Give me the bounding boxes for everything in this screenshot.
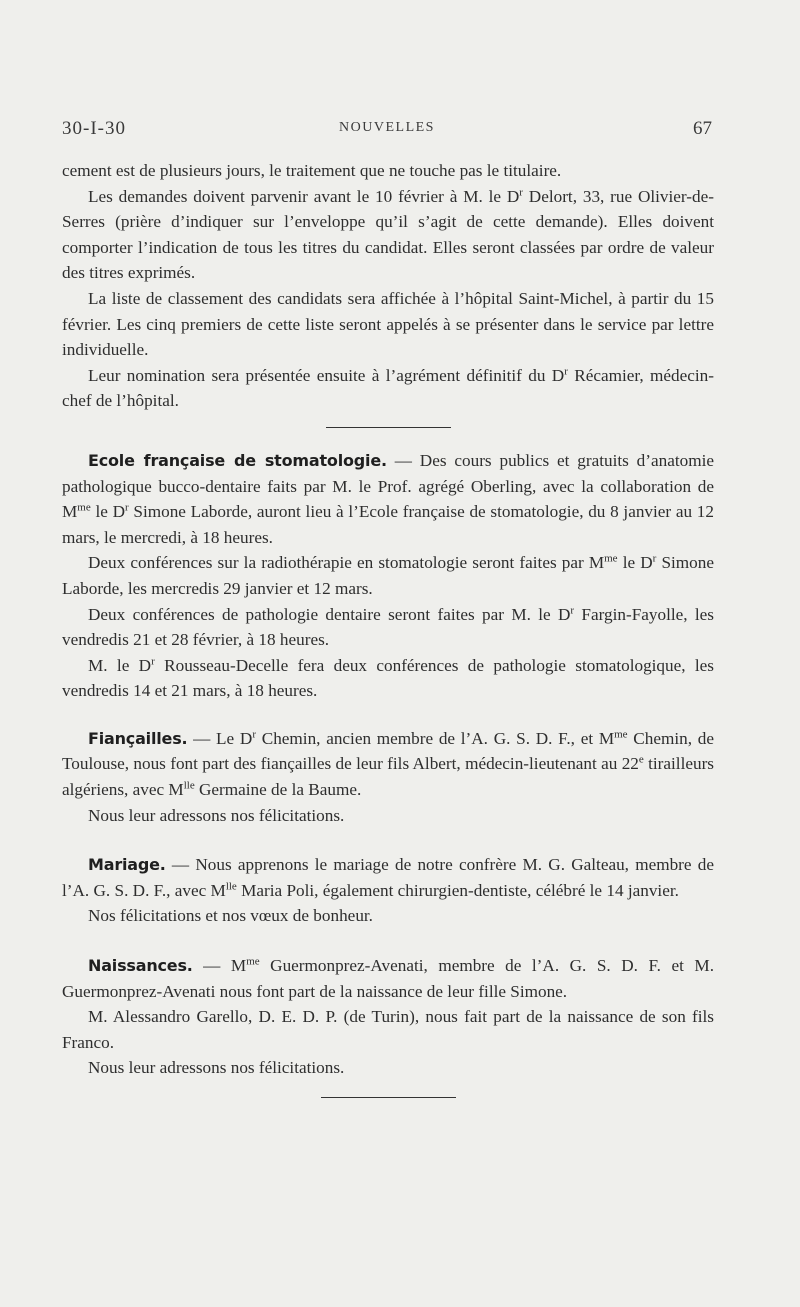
running-title: NOUVELLES [339,120,435,135]
ecole-paragraph-1: Ecole française de stomatologie. — Des cours publics et gratuits d’anatomie pathologique bucco-dentaire faits par M. le Prof. agrégé Oberling, avec la collaboration de $M^{me}$ le $D^r$ Simone Laborde, auront lieu à l’Ecole française de stomatologie, du 8 janvier au 12 mars, le mercredi, à 18 heures. [62,450,714,547]
section-divider [326,427,451,428]
mariage-paragraph-2: Nos félicitations et nos vœux de bonheur. [88,906,373,926]
ecole-paragraph-3: Deux conférences de pathologie dentaire seront faites par M. le $D^r$ Fargin-Fayolle, les vendredis 21 et 28 février, à 18 heures. [62,603,714,650]
paragraph-nomination: Leur nomination sera présentée ensuite à l’agrément définitif du $D^r$ Récamier, médecin-chef de l’hôpital. [62,365,714,411]
article-body [62,158,714,1118]
end-divider [321,1097,456,1098]
ecole-heading: Ecole française de stomatologie. [88,450,387,470]
paragraph-demandes: Les demandes doivent parvenir avant le 10 février à M. le $D^r$ Delort, 33, rue Olivier-de-Serres (prière d’indiquer sur l’enveloppe qu’il s’agit de cette demande). Elles doivent comporter l’indication de tous les titres du candidat. Elles seront classées par ordre de valeur des titres exprimés. [62,185,714,283]
mariage-heading: Mariage. [88,855,166,875]
naissances-paragraph-2: M. Alessandro Garello, D. E. D. P. (de Turin), nous fait part de la naissance de son fils Franco. [62,1007,714,1052]
fiancailles-paragraph-1: Fiançailles. — Le $D^r$ Chemin, ancien membre de l’A. G. S. D. F., et $M^{me}$ Chemin, de Toulouse, nous font part des fiançailles de leur fils Albert, médecin-lieutenant au 22e tirailleurs algériens, avec $M^{lle}$ Germaine de la Baume. [62,728,714,800]
ecole-paragraph-4: M. le $D^r$ Rousseau-Decelle fera deux conférences de pathologie stomatologique, les vendredis 14 et 21 mars, à 18 heures. [62,654,714,701]
paragraph-continuation: cement est de plusieurs jours, le traitement que ne touche pas le titulaire. [62,161,562,180]
naissances-paragraph-3: Nous leur adressons nos félicitations. [88,1058,345,1078]
page-number: 67 [693,118,712,139]
naissances-heading: Naissances. [88,956,193,976]
paragraph-classement: La liste de classement des candidats sera affichée à l’hôpital Saint-Michel, à partir du 15 février. Les cinq premiers de cette liste seront appelés à se présenter dans le service par lettre individuelle. [62,288,714,360]
issue-date: 30-I-30 [62,118,126,139]
ecole-paragraph-2: Deux conférences sur la radiothérapie en stomatologie seront faites par $M^{me}$ le $D^r$ Simone Laborde, les mercredis 29 janvier et 12 mars. [62,552,714,598]
fiancailles-heading: Fiançailles. [88,728,188,748]
naissances-paragraph-1: Naissances. — $M^{me}$ Guermonprez-Avenati, membre de l’A. G. S. D. F. et M. Guermonprez-Avenati nous font part de la naissance de leur fille Simone. [62,955,714,1001]
fiancailles-paragraph-2: Nous leur adressons nos félicitations. [88,805,345,825]
mariage-paragraph-1: Mariage. — Nous apprenons le mariage de notre confrère M. G. Galteau, membre de l’A. G. S. D. F., avec $M^{lle}$ Maria Poli, également chirurgien-dentiste, célébré le 14 janvier. [62,855,714,900]
